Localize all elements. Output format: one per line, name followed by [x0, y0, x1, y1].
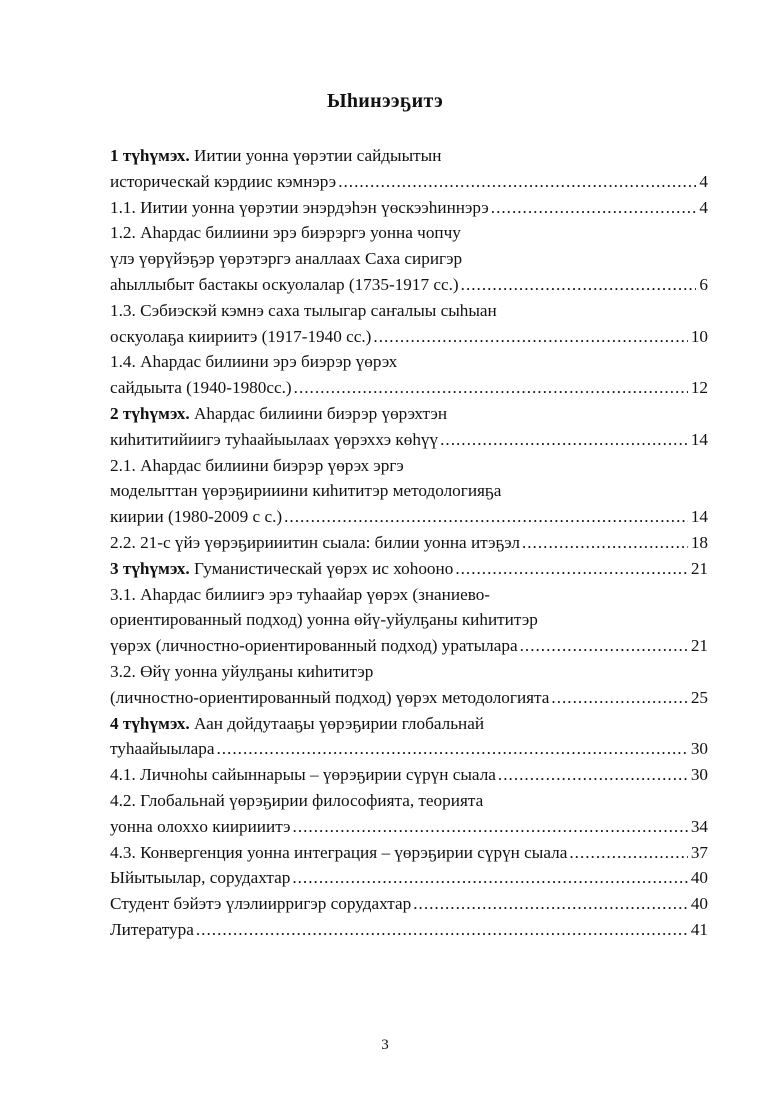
toc-entry [110, 375, 708, 401]
toc-entry-title [110, 736, 214, 762]
toc-page-number: 21 [690, 558, 708, 578]
toc-leader-dots [216, 736, 687, 762]
toc-entry-text: ориентированный подход) уонна өйү-уйулҕаны киһититэр [110, 610, 538, 630]
toc-page-number: 10 [690, 326, 708, 346]
toc-entry-text: 1.2. Аһардас билиини эрэ биэрэргэ уонна чопчу [110, 223, 461, 243]
toc-page-number: 30 [690, 765, 708, 785]
toc-entry-title [110, 220, 461, 246]
toc-entry [110, 169, 708, 195]
toc-entry-text: 1.3. Сэбиэскэй кэмнэ саха тылыгар саҥалыы сыһыан [110, 300, 497, 320]
toc-entry [110, 143, 708, 169]
toc-entry-title [110, 195, 489, 221]
toc-entry-text: историческай кэрдиис кэмнэрэ [110, 171, 337, 191]
toc-entry-title [110, 401, 447, 427]
toc-leader-dots [569, 840, 687, 866]
toc-entry-title [110, 917, 194, 943]
toc-leader-dots [551, 685, 687, 711]
toc-page-number: 14 [690, 507, 708, 527]
toc-leader-dots [520, 633, 688, 659]
toc-entry-title [110, 246, 462, 272]
toc-entry-title [110, 298, 497, 324]
toc-entry [110, 891, 708, 917]
page-title: Ыһинээҕитэ [326, 90, 444, 112]
toc-entry-text: уонна олохxо киирииитэ [110, 816, 291, 836]
toc-entry-title [110, 762, 496, 788]
toc-entry-title [110, 685, 549, 711]
toc-entry [110, 478, 708, 504]
toc-entry-text: Литература [110, 919, 194, 939]
toc-chapter-label: 4 түһүмэх. [110, 713, 190, 733]
toc-entry [110, 324, 708, 350]
toc-chapter-label: 2 түһүмэх. [110, 403, 190, 423]
toc-entry-title [110, 143, 441, 169]
toc-entry [110, 504, 708, 530]
toc-entry [110, 246, 708, 272]
toc-entry [110, 659, 708, 685]
toc-leader-dots [413, 891, 688, 917]
toc-page-number: 25 [690, 687, 708, 707]
toc-leader-dots [491, 195, 697, 221]
toc-entry [110, 685, 708, 711]
toc-entry-text: 4.3. Конвергенция уонна интеграция – үөрэҕирии сүрүн сыала [110, 842, 568, 862]
toc-page-number: 18 [690, 532, 708, 552]
toc-entry-text: сайдыыта (1940-1980сс.) [110, 378, 292, 398]
toc-leader-dots [461, 272, 697, 298]
toc-entry-text: Аһардас билиини биэрэр үөрэхтэн [189, 403, 448, 423]
toc-entry-title [110, 478, 501, 504]
toc-entry-title [110, 272, 459, 298]
toc-entry-title [110, 169, 336, 195]
toc-leader-dots [373, 324, 687, 350]
toc-entry-text: 3.1. Аһардас билиигэ эрэ туһаайар үөрэх (знаниево- [110, 584, 491, 604]
toc-entry [110, 814, 708, 840]
toc-entry-title [110, 427, 438, 453]
toc-chapter-label: 1 түһүмэх. [110, 146, 190, 165]
toc-entry [110, 865, 708, 891]
toc-entry-text: оскуолаҕа киириитэ (1917-1940 сс.) [110, 326, 372, 346]
toc-leader-dots [338, 169, 696, 195]
toc-leader-dots [293, 814, 688, 840]
toc-entry-text: Гуманистическай үөрэх ис хоһооно [189, 558, 454, 578]
toc-entry-text: 1.4. Аһардас билиини эрэ биэрэр үөрэх [110, 352, 398, 372]
toc-entry [110, 762, 708, 788]
toc-entry-text: 4.2. Глобальнай үөрэҕирии философията, теорията [110, 790, 484, 810]
toc-entry [110, 272, 708, 298]
toc-entry-text: үлэ үөрүйэҕэр үөрэтэргэ аналлаах Саха сиригэр [110, 249, 463, 269]
toc-page-number: 21 [690, 636, 708, 656]
toc-entry-text: Студент бэйэтэ үлэлиирригэр сорудахтар [110, 894, 412, 914]
toc-entry-text: 3.2. Өйү уонна уйулҕаны киһититэр [110, 661, 374, 681]
toc-entry [110, 607, 708, 633]
toc-chapter-label: 3 түһүмэх. [110, 558, 190, 578]
toc-entry-text: Ыйытыылар, сорудахтар [110, 868, 291, 888]
toc-entry-text: аһыллыбыт бастакы оскуолалар (1735-1917 сс.) [110, 274, 459, 294]
toc-entry [110, 530, 708, 556]
toc-leader-dots [196, 917, 688, 943]
toc-entry-title [110, 659, 373, 685]
toc-entry-title [110, 891, 411, 917]
toc-entry [110, 582, 708, 608]
toc-entry-title [110, 582, 490, 608]
toc-entry-title [110, 814, 291, 840]
toc-entry [110, 788, 708, 814]
toc-page-number: 4 [699, 197, 708, 217]
toc-entry-title [110, 453, 404, 479]
toc-entry-title [110, 633, 518, 659]
toc-entry-title [110, 711, 484, 737]
toc-entry [110, 401, 708, 427]
toc-page-number: 6 [699, 274, 708, 294]
toc-page-number: 40 [690, 894, 708, 914]
toc-leader-dots [440, 427, 688, 453]
toc-entry-title [110, 324, 371, 350]
toc-entry-text: 2.2. 21-с үйэ үөрэҕирииитин сыала: билии уонна итэҕэл [110, 532, 520, 552]
toc-entry-title [110, 840, 567, 866]
toc-entry-text: киирии (1980-2009 с с.) [110, 507, 283, 527]
toc-entry [110, 298, 708, 324]
toc-leader-dots [498, 762, 688, 788]
toc-entry [110, 633, 708, 659]
toc-entry [110, 195, 708, 221]
table-of-contents [110, 143, 708, 943]
toc-page-number: 40 [690, 868, 708, 888]
toc-page-number: 41 [690, 919, 708, 939]
toc-entry-title [110, 504, 282, 530]
toc-page-number: 4 [699, 171, 708, 191]
toc-page-number: 37 [690, 842, 708, 862]
toc-page-number: 34 [690, 816, 708, 836]
toc-entry [110, 711, 708, 737]
toc-entry [110, 917, 708, 943]
toc-page-number: 30 [690, 739, 708, 759]
toc-entry-text: киһититийиигэ туһаайыылаах үөрэххэ көһүү [110, 429, 439, 449]
toc-entry-title [110, 375, 292, 401]
toc-leader-dots [294, 375, 688, 401]
toc-entry-text: 2.1. Аһардас билиини биэрэр үөрэх эргэ [110, 455, 404, 475]
toc-entry-text: 1.1. Иитии уонна үөрэтии энэрдэһэн үөскээһиннэрэ [110, 197, 489, 217]
toc-entry-title [110, 530, 520, 556]
toc-leader-dots [522, 530, 688, 556]
toc-entry [110, 736, 708, 762]
toc-page-number: 12 [690, 378, 708, 398]
toc-leader-dots [284, 504, 688, 530]
toc-entry-title [110, 349, 397, 375]
toc-entry-title [110, 556, 453, 582]
toc-entry-text: (личностно-ориентированный подход) үөрэх методологията [110, 687, 550, 707]
toc-entry-title [110, 865, 290, 891]
toc-entry-text: Аан дойдутааҕы үөрэҕирии глобальнай [189, 713, 485, 733]
toc-page-number: 14 [690, 429, 708, 449]
toc-entry [110, 453, 708, 479]
toc-entry [110, 220, 708, 246]
page-number: 3 [381, 1037, 389, 1053]
toc-entry-text: туһаайыылара [110, 739, 215, 759]
toc-leader-dots [455, 556, 688, 582]
toc-entry-text: үөрэх (личностно-ориентированный подход) уратылара [110, 636, 518, 656]
toc-entry-text: 4.1. Личноһы сайыннарыы – үөрэҕирии сүрүн сыала [110, 765, 496, 785]
toc-leader-dots [292, 865, 687, 891]
toc-entry-text: моделыттан үөрэҕирииини киһититэр методологияҕа [110, 481, 502, 501]
toc-entry-title [110, 607, 538, 633]
toc-entry-title [110, 788, 483, 814]
toc-entry [110, 556, 708, 582]
toc-entry-text: Иитии уонна үөрэтии сайдыытын [189, 146, 442, 165]
toc-entry [110, 840, 708, 866]
toc-entry [110, 349, 708, 375]
toc-entry [110, 427, 708, 453]
